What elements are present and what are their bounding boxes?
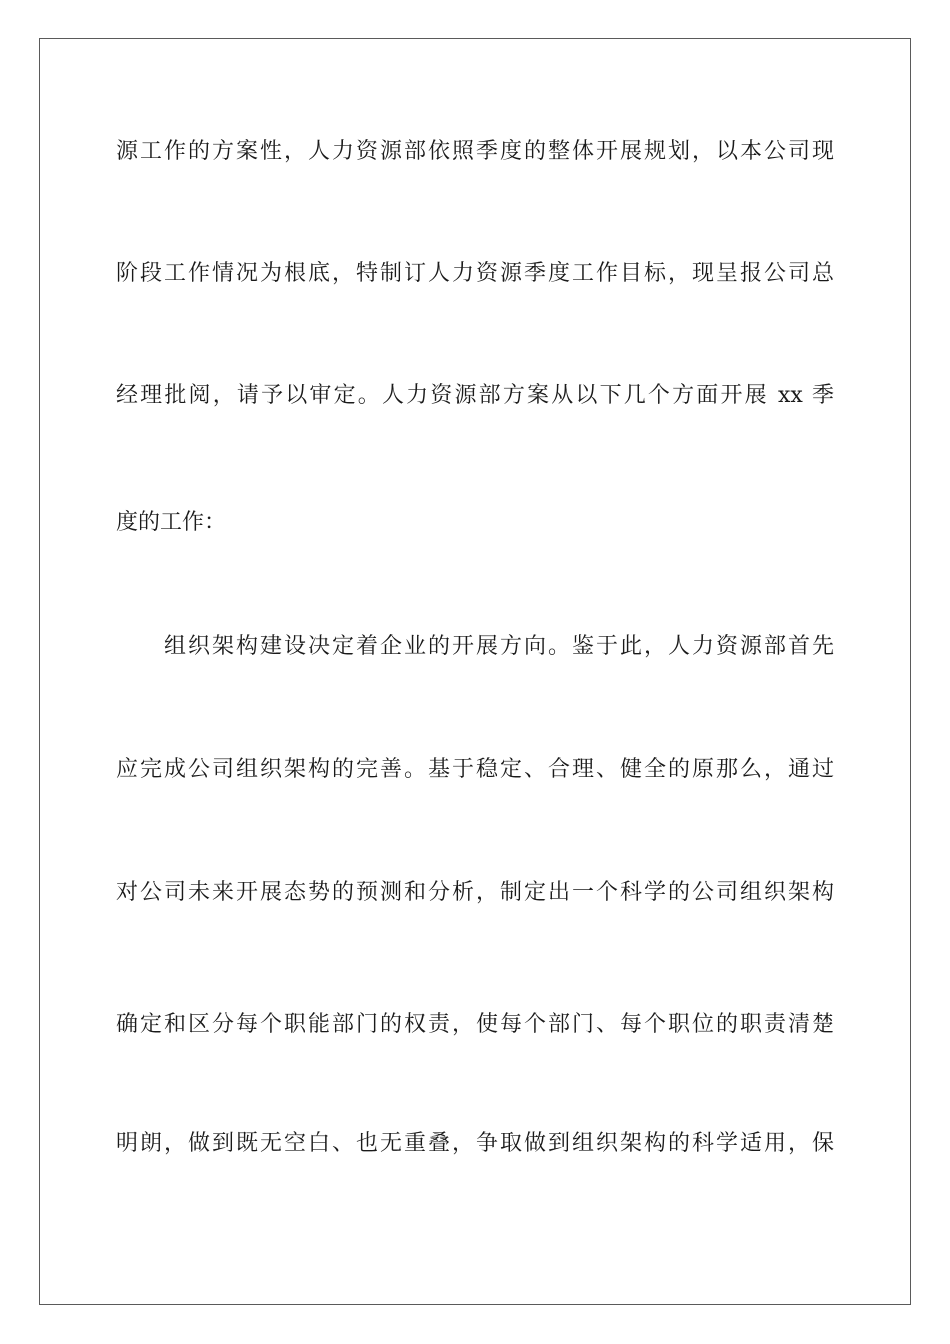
paragraph-line-2: 阶段工作情况为根底，特制订人力资源季度工作目标，现呈报公司总 — [116, 261, 834, 286]
paragraph-line-5: 组织架构建设决定着企业的开展方向。鉴于此，人力资源部首先 — [164, 634, 834, 659]
paragraph-line-4: 度的工作： — [116, 510, 227, 535]
paragraph-line-7: 对公司未来开展态势的预测和分析，制定出一个科学的公司组织架构 — [116, 880, 834, 905]
paragraph-line-8: 确定和区分每个职能部门的权责，使每个部门、每个职位的职责清楚 — [116, 1012, 834, 1037]
page-border — [39, 38, 911, 1305]
paragraph-line-9: 明朗，做到既无空白、也无重叠，争取做到组织架构的科学适用，保 — [116, 1131, 834, 1156]
paragraph-line-6: 应完成公司组织架构的完善。基于稳定、合理、健全的原那么，通过 — [116, 757, 834, 782]
paragraph-line-1: 源工作的方案性，人力资源部依照季度的整体开展规划，以本公司现 — [116, 139, 834, 164]
paragraph-line-3: 经理批阅，请予以审定。人力资源部方案从以下几个方面开展 xx 季 — [116, 383, 834, 408]
